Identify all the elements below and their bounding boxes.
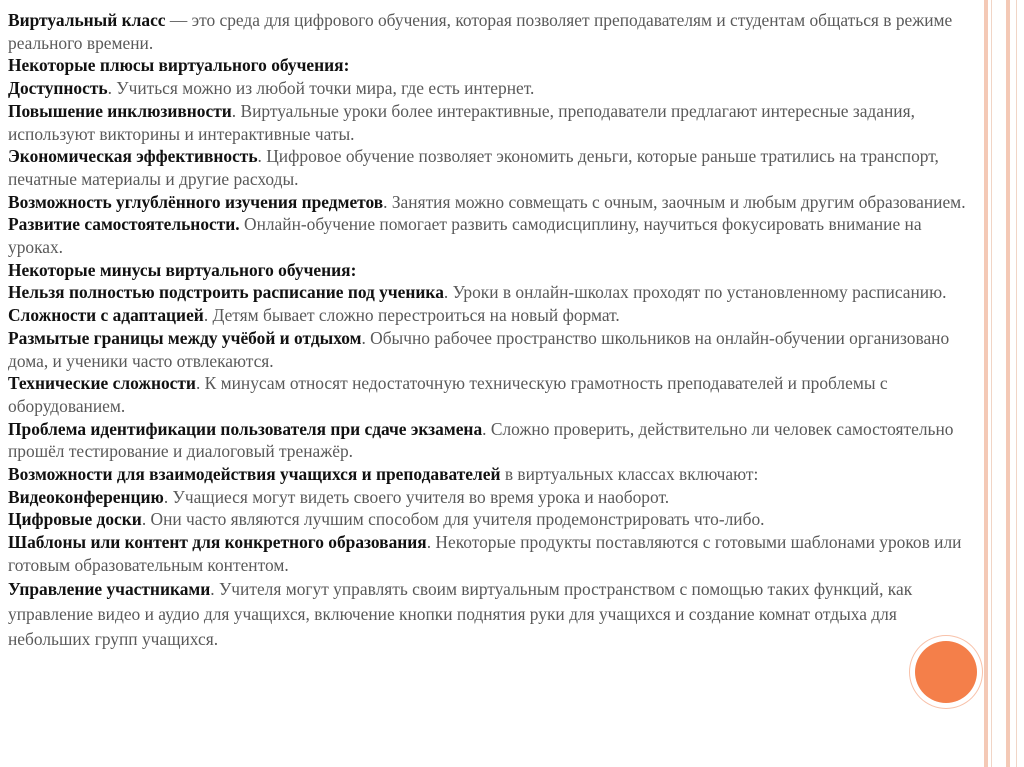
term: Повышение инклюзивности xyxy=(8,100,232,121)
term: Возможность углублённого изучения предметов xyxy=(8,191,384,212)
term: Доступность xyxy=(8,78,108,99)
term: Проблема идентификации пользователя при сдаче экзамена xyxy=(8,418,483,439)
paragraph-videoconference xyxy=(8,486,968,509)
term: Виртуальный класс xyxy=(8,10,166,30)
paragraph-text: Онлайн-обучение помогает развить самодисциплину, научиться фокусировать внимание на уроках. xyxy=(8,214,922,258)
term: Сложности с адаптацией xyxy=(8,305,204,326)
term: Некоторые минусы виртуального обучения: xyxy=(8,259,357,280)
paragraph-text: в виртуальных классах включают: xyxy=(500,464,759,485)
decorative-circle xyxy=(915,641,977,703)
term: Возможности для взаимодействия учащихся и преподавателей xyxy=(8,464,501,485)
paragraph-text: . Детям бывает сложно перестроиться на новый формат. xyxy=(203,305,620,326)
paragraph-text: . Цифровое обучение позволяет экономить деньги, которые раньше тратились на транспорт, печатные материалы и другие расходы. xyxy=(8,146,939,189)
decorative-stripe xyxy=(1016,0,1017,767)
heading-cons xyxy=(8,259,968,282)
paragraph-text: — это среда для цифрового обучения, которая позволяет преподавателям и студентам общаться в режиме реального времени. xyxy=(8,10,953,53)
paragraph-text: . Они часто являются лучшим способом для учителя продемонстрировать что-либо. xyxy=(141,509,765,530)
paragraph-deep-study xyxy=(8,191,968,214)
paragraph-text: . Занятия можно совмещать с очным, заочным и любым другим образованием. xyxy=(383,191,966,212)
paragraph-text: . Учиться можно из любой точки мира, где есть интернет. xyxy=(107,78,535,99)
paragraph-text: . Сложно проверить, действительно ли человек самостоятельно прошёл тестирование и диалоговый тренажёр. xyxy=(8,418,954,462)
paragraph-text: . Уроки в онлайн-школах проходят по установленному расписанию. xyxy=(443,282,947,303)
paragraph-definition xyxy=(8,9,968,54)
paragraph-text: . Учащиеся могут видеть своего учителя во время урока и наоборот. xyxy=(163,486,670,507)
paragraph-text: . Учителя могут управлять своим виртуальным пространством с помощью таких функций, как управление видео и аудио для учащихся, включение кнопки поднятия руки для учащихся и создание комнат отдыха для небольших групп учащихся. xyxy=(8,578,913,649)
paragraph-boundaries xyxy=(8,327,968,372)
term: Технические сложности xyxy=(8,373,196,394)
decorative-stripe xyxy=(1006,0,1010,767)
paragraph-economy xyxy=(8,145,968,190)
paragraph-text: . Некоторые продукты поставляются с готовыми шаблонами уроков или готовым образовательным контентом. xyxy=(8,532,962,575)
paragraph-text: . К минусам относят недостаточную техническую грамотность преподавателей и проблемы с оборудованием. xyxy=(8,373,888,416)
paragraph-schedule xyxy=(8,281,968,304)
term: Размытые границы между учёбой и отдыхом xyxy=(8,327,362,348)
term: Экономическая эффективность xyxy=(8,146,258,167)
heading-interaction xyxy=(8,463,968,486)
term: Шаблоны или контент для конкретного образования xyxy=(8,532,427,553)
term: Нельзя полностью подстроить расписание под ученика xyxy=(8,282,444,303)
paragraph-text: . Обычно рабочее пространство школьников на онлайн-обучении организовано дома, и ученики часто отвлекаются. xyxy=(8,327,950,371)
paragraph-whiteboards xyxy=(8,508,968,531)
decorative-stripe xyxy=(984,0,988,767)
paragraph-participants xyxy=(8,577,968,652)
paragraph-independence xyxy=(8,213,968,258)
term: Некоторые плюсы виртуального обучения: xyxy=(8,55,350,76)
paragraph-identification xyxy=(8,418,968,463)
paragraph-templates xyxy=(8,531,968,576)
paragraph-adaptation xyxy=(8,304,968,327)
term: Управление участниками xyxy=(8,578,211,599)
paragraph-inclusivity xyxy=(8,100,968,145)
term: Развитие самостоятельности. xyxy=(8,214,240,235)
heading-pros xyxy=(8,54,968,77)
paragraph-text: . Виртуальные уроки более интерактивные, преподаватели предлагают интересные задания, используют викторины и интерактивные чаты. xyxy=(8,100,915,144)
paragraph-technical xyxy=(8,372,968,417)
term: Цифровые доски xyxy=(8,509,142,530)
term: Видеоконференцию xyxy=(8,486,164,507)
slide-body xyxy=(8,9,968,652)
paragraph-accessibility xyxy=(8,77,968,100)
decorative-stripe xyxy=(991,0,992,767)
